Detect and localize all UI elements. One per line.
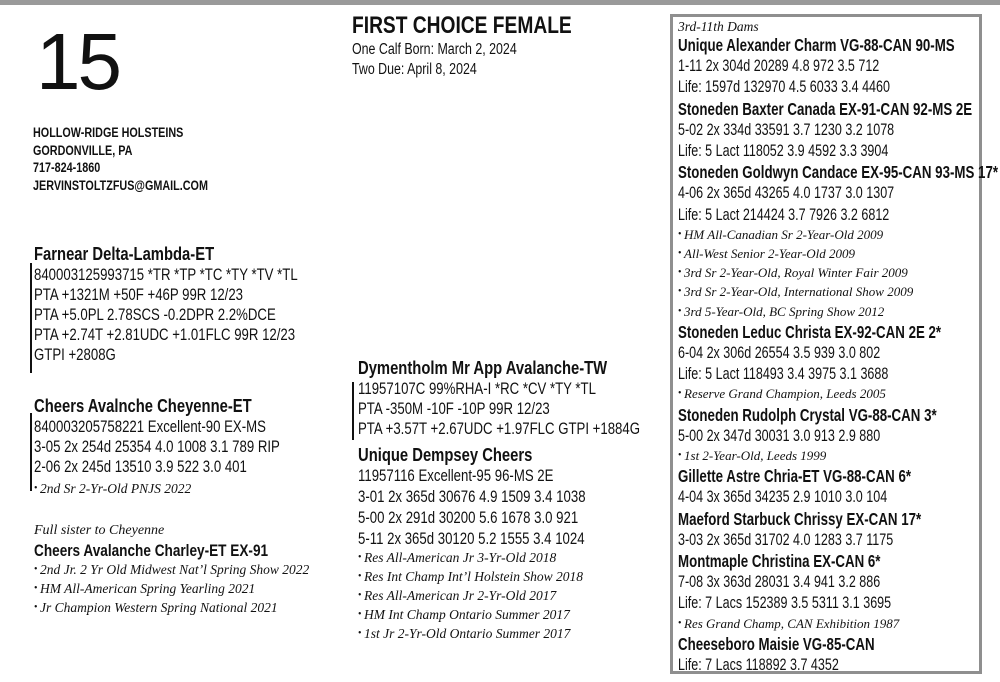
lot-number: 15 [36,17,119,106]
dam-block [34,395,341,499]
dam-8-line: 4-04 3x 365d 34235 2.9 1010 3.0 104 [678,488,888,507]
sire-line: PTA +5.0PL 2.78SCS -0.2DPR 2.2%DCE [34,306,276,324]
consignor-info [33,124,252,194]
grandsire-bracket [352,382,354,440]
grandsire-block [358,357,711,439]
dam-11-name: Cheeseboro Maisie VG-85-CAN [678,633,875,654]
dam-7-name: Stoneden Rudolph Crystal VG-88-CAN 3* [678,404,937,425]
consignor-phone: 717-824-1860 [33,160,101,175]
consignor-email: JERVINSTOLTZFUS@GMAIL.COM [33,177,208,193]
sister-achievement: • 2nd Jr. 2 Yr Old Midwest Nat’l Spring Show 2022 [34,561,327,580]
granddam-name: Unique Dempsey Cheers [358,444,533,465]
dam-4-line: 5-02 2x 334d 33591 3.7 1230 3.2 1078 [678,120,895,139]
granddam-achievement: • Res All-American Jr 3-Yr-Old 2018 [358,549,642,568]
sister-name: Cheers Avalanche Charley-ET EX-91 [34,541,269,560]
dam-4-name: Stoneden Baxter Canada EX-91-CAN 92-MS 2E [678,98,973,119]
sister-block [34,522,327,618]
dam-6-name: Stoneden Leduc Christa EX-92-CAN 2E 2* [678,321,942,342]
sire-name: Farnear Delta-Lambda-ET [34,243,215,264]
dam-6-achievement: • Reserve Grand Champion, Leeds 2005 [678,385,1000,404]
sire-block [34,243,364,365]
dams-heading: 3rd-11th Dams [678,19,759,34]
dam-10-line: 7-08 3x 363d 28031 3.4 941 3.2 886 [678,573,881,592]
dam-6-line: Life: 5 Lact 118493 3.4 3975 3.1 3688 [678,365,889,384]
sister-note: Full sister to Cheyenne [34,523,165,538]
sire-line: GTPI +2808G [34,346,116,364]
calf-born-line: One Calf Born: March 2, 2024 [352,41,517,58]
dam-5-achievement: • 3rd Sr 2-Year-Old, Royal Winter Fair 2009 [678,264,1000,283]
dam-4-line: Life: 5 Lact 118052 3.9 4592 3.3 3904 [678,142,889,161]
dam-5-line: 4-06 2x 365d 43265 4.0 1737 3.0 1307 [678,184,895,203]
dam-5-achievement: • HM All-Canadian Sr 2-Year-Old 2009 [678,226,1000,245]
dam-10-achievement: • Res Grand Champ, CAN Exhibition 1987 [678,615,1000,634]
dam-5-achievement: • All-West Senior 2-Year-Old 2009 [678,245,1000,264]
dam-7-achievement: • 1st 2-Year-Old, Leeds 1999 [678,447,1000,466]
sire-line: PTA +1321M +50F +46P 99R 12/23 [34,286,244,304]
lot-title: FIRST CHOICE FEMALE [352,12,572,39]
granddam-achievement: • HM Int Champ Ontario Summer 2017 [358,606,642,625]
dam-5-achievement: • 3rd Sr 2-Year-Old, International Show 2009 [678,283,1000,302]
sister-achievement: • HM All-American Spring Yearling 2021 [34,580,327,599]
dam-10-name: Montmaple Christina EX-CAN 6* [678,551,881,572]
dam-10-line: Life: 7 Lacs 152389 3.5 5311 3.1 3695 [678,594,892,613]
dam-name: Cheers Avalnche Cheyenne-ET [34,395,252,416]
granddam-line: 5-11 2x 365d 30120 5.2 1555 3.4 1024 [358,530,585,548]
sire-line: PTA +2.74T +2.81UDC +1.01FLC 99R 12/23 [34,326,296,344]
dam-5-name: Stoneden Goldwyn Candace EX-95-CAN 93-MS 17* [678,162,999,183]
dam-line: 3-05 2x 254d 25354 4.0 1008 3.1 789 RIP [34,438,280,456]
sister-achievement: • Jr Champion Western Spring National 2021 [34,599,327,618]
granddam-line: 11957116 Excellent-95 96-MS 2E [358,467,554,485]
granddam-achievement: • Res All-American Jr 2-Yr-Old 2017 [358,587,642,606]
granddam-achievement: • 1st Jr 2-Yr-Old Ontario Summer 2017 [358,625,642,644]
consignor-farm: HOLLOW-RIDGE HOLSTEINS [33,125,184,140]
dam-3-line: Life: 1597d 132970 4.5 6033 3.4 4460 [678,78,890,97]
dam-9-line: 3-03 2x 365d 31702 4.0 1283 3.7 1175 [678,530,894,549]
due-date-line: Two Due: April 8, 2024 [352,61,477,78]
dam-8-name: Gillette Astre Chria-ET VG-88-CAN 6* [678,466,912,487]
dam-9-name: Maeford Starbuck Chrissy EX-CAN 17* [678,508,922,529]
lot-header [352,12,627,80]
grandsire-line: 11957107C 99%RHA-I *RC *CV *TY *TL [358,380,596,398]
dam-line: 840003205758221 Excellent-90 EX-MS [34,418,266,436]
dam-5-line: Life: 5 Lact 214424 3.7 7926 3.2 6812 [678,205,890,224]
dam-3-name: Unique Alexander Charm VG-88-CAN 90-MS [678,35,955,55]
extended-pedigree [678,18,1000,676]
dam-line: 2-06 2x 245d 13510 3.9 522 3.0 401 [34,458,247,476]
dam-3-line: 1-11 2x 304d 20289 4.8 972 3.5 712 [678,57,880,76]
granddam-achievement: • Res Int Champ Int’l Holstein Show 2018 [358,568,642,587]
dam-5-achievement: • 3rd 5-Year-Old, BC Spring Show 2012 [678,303,1000,322]
dam-7-line: 5-00 2x 347d 30031 3.0 913 2.9 880 [678,426,881,445]
grandsire-name: Dymentholm Mr App Avalanche-TW [358,357,608,378]
sire-bracket [30,263,32,373]
granddam-line: 5-00 2x 291d 30200 5.6 1678 3.0 921 [358,509,579,527]
granddam-line: 3-01 2x 365d 30676 4.9 1509 3.4 1038 [358,488,586,506]
dam-11-line: Life: 7 Lacs 118892 3.7 4352 [678,656,839,675]
top-border [0,0,1000,5]
dam-bracket [30,413,32,491]
grandsire-line: PTA +3.57T +2.67UDC +1.97FLC GTPI +1884G [358,420,641,438]
grandsire-line: PTA -350M -10F -10P 99R 12/23 [358,400,550,418]
consignor-town: GORDONVILLE, PA [33,142,133,158]
granddam-block [358,444,642,644]
dam-achievement: • 2nd Sr 2-Yr-Old PNJS 2022 [34,480,341,499]
sire-line: 840003125993715 *TR *TP *TC *TY *TV *TL [34,266,298,284]
dam-6-line: 6-04 2x 306d 26554 3.5 939 3.0 802 [678,344,881,363]
